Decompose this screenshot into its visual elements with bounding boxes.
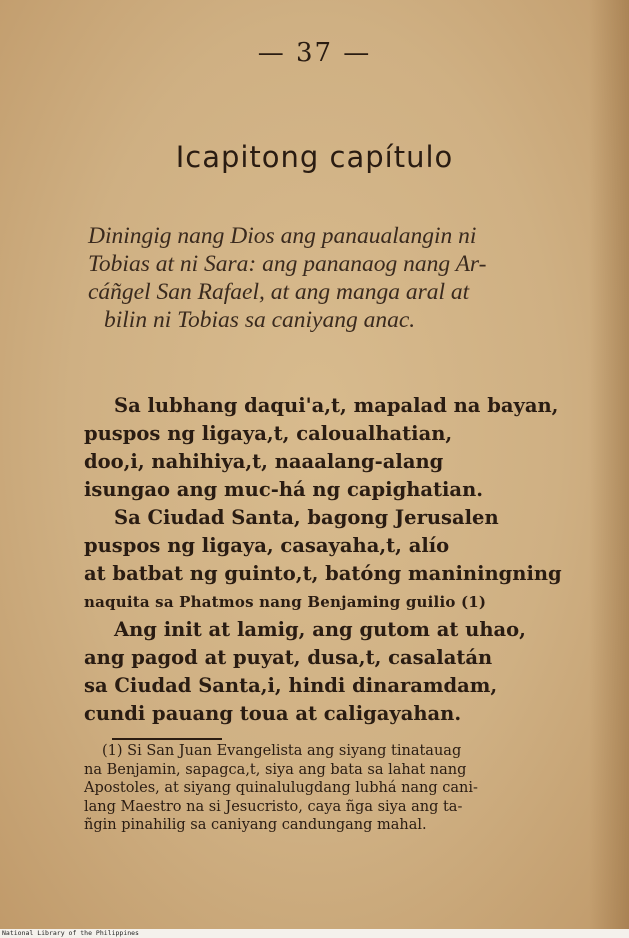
verse-line: at batbat ng guinto,t, batóng maniningning bbox=[84, 562, 562, 585]
verse-line: Sa lubhang daqui'a,t, mapalad na bayan, bbox=[114, 394, 559, 417]
verse-line: puspos ng ligaya, casayaha,t, alío bbox=[84, 534, 450, 557]
verse-line: cundi pauang toua at caligayahan. bbox=[84, 702, 462, 725]
verse-line: naquita sa Phatmos nang Benjaming guilio (1) bbox=[84, 593, 487, 611]
summary-line: bilin ni Tobias sa caniyang anac. bbox=[104, 307, 416, 333]
page-number: — 37 — bbox=[257, 38, 372, 68]
verse-line: Sa Ciudad Santa, bagong Jerusalen bbox=[114, 506, 499, 529]
footnote-line: (1) Si San Juan Evangelista ang siyang tinatauag bbox=[102, 743, 462, 759]
footnote-line: Apostoles, at siyang quinalulugdang lubhá nang cani- bbox=[84, 780, 478, 796]
verse-line: ang pagod at puyat, dusa,t, casalatán bbox=[84, 646, 493, 669]
footnote-line: lang Maestro na si Jesucristo, caya ñga siya ang ta- bbox=[84, 798, 463, 815]
summary-line: cáñgel San Rafael, at ang manga aral at bbox=[88, 279, 470, 305]
verse-line: doo,i, nahihiya,t, naaalang-alang bbox=[84, 450, 444, 473]
footnote-line: na Benjamin, sapagca,t, siya ang bata sa lahat nang bbox=[84, 761, 467, 778]
verse-line: puspos ng ligaya,t, caloualhatian, bbox=[84, 422, 453, 445]
footnote bbox=[84, 742, 604, 835]
verse-line: sa Ciudad Santa,i, hindi dinaramdam, bbox=[84, 674, 498, 697]
chapter-summary bbox=[88, 222, 603, 334]
library-credit: National Library of the Philippines bbox=[2, 929, 139, 937]
verse-body bbox=[84, 392, 604, 728]
verse-line: isungao ang muc-há ng capighatian. bbox=[84, 478, 484, 501]
verse-line: Ang init at lamig, ang gutom at uhao, bbox=[114, 618, 526, 641]
summary-line: Diningig nang Dios ang panaualangin ni bbox=[88, 223, 477, 249]
summary-line: Tobias at ni Sara: ang pananaog nang Ar- bbox=[88, 251, 487, 277]
footnote-line: ñgin pinahilig sa caniyang candungang mahal. bbox=[84, 817, 427, 833]
chapter-title: Icapitong capítulo bbox=[175, 140, 454, 174]
footnote-rule bbox=[112, 738, 222, 740]
